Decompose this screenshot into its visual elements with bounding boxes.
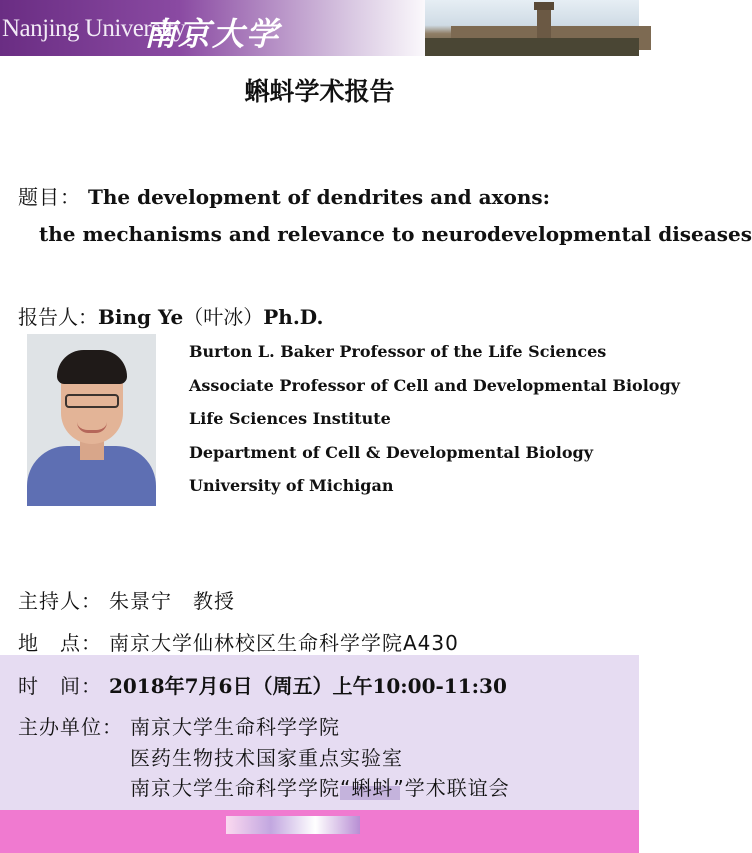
location-value: 南京大学仙林校区生命科学学院A430 — [108, 631, 459, 655]
affiliation-line: Life Sciences Institute — [189, 409, 391, 428]
time-line — [18, 670, 507, 699]
organizer-item: 南京大学生命科学学院 — [130, 715, 340, 739]
organizer-item: 医药生物技术国家重点实验室 — [130, 746, 403, 770]
organizer-label: 主办单位： — [18, 715, 123, 739]
topic-line-1 — [18, 181, 550, 210]
footer-band — [0, 810, 639, 853]
speaker-name-cn: （叶冰） — [183, 305, 264, 329]
topic-line-2 — [39, 222, 752, 246]
poster-title: 蝌蚪学术报告 — [244, 77, 395, 106]
speaker-label: 报告人： — [18, 305, 98, 329]
location-line — [18, 627, 459, 656]
time-label: 时 间： — [18, 674, 102, 698]
speaker-name: Bing Ye — [98, 305, 184, 329]
host-value: 朱景宁 教授 — [108, 589, 235, 613]
affiliation-line: University of Michigan — [189, 476, 394, 495]
host-label: 主持人： — [18, 589, 102, 613]
speaker-line — [18, 301, 323, 330]
affiliation-line: Burton L. Baker Professor of the Life Sciences — [189, 342, 607, 361]
speaker-degree: Ph.D. — [263, 305, 324, 329]
affiliation-line: Associate Professor of Cell and Developmental Biology — [189, 376, 680, 395]
topic-label: 题目： — [18, 185, 81, 209]
header-banner — [0, 0, 639, 56]
organizer-label-line — [18, 711, 123, 740]
topic-title-line-1: The development of dendrites and axons: — [87, 185, 550, 209]
affiliation-line: Department of Cell & Developmental Biology — [189, 443, 594, 462]
speaker-photo — [27, 334, 156, 497]
organizer-item: 南京大学生命科学学院“蝌蚪”学术联谊会 — [130, 776, 510, 800]
topic-title-line-2: the mechanisms and relevance to neurodevelopmental diseases — [39, 222, 752, 246]
location-label: 地 点： — [18, 631, 102, 655]
university-name-en: Nanjing University — [2, 15, 186, 42]
campus-photo — [425, 0, 639, 56]
host-line — [18, 585, 235, 614]
time-value: 2018年7月6日（周五）上午10:00-11:30 — [108, 674, 507, 698]
university-name-cn: 南京大学 — [144, 15, 281, 53]
